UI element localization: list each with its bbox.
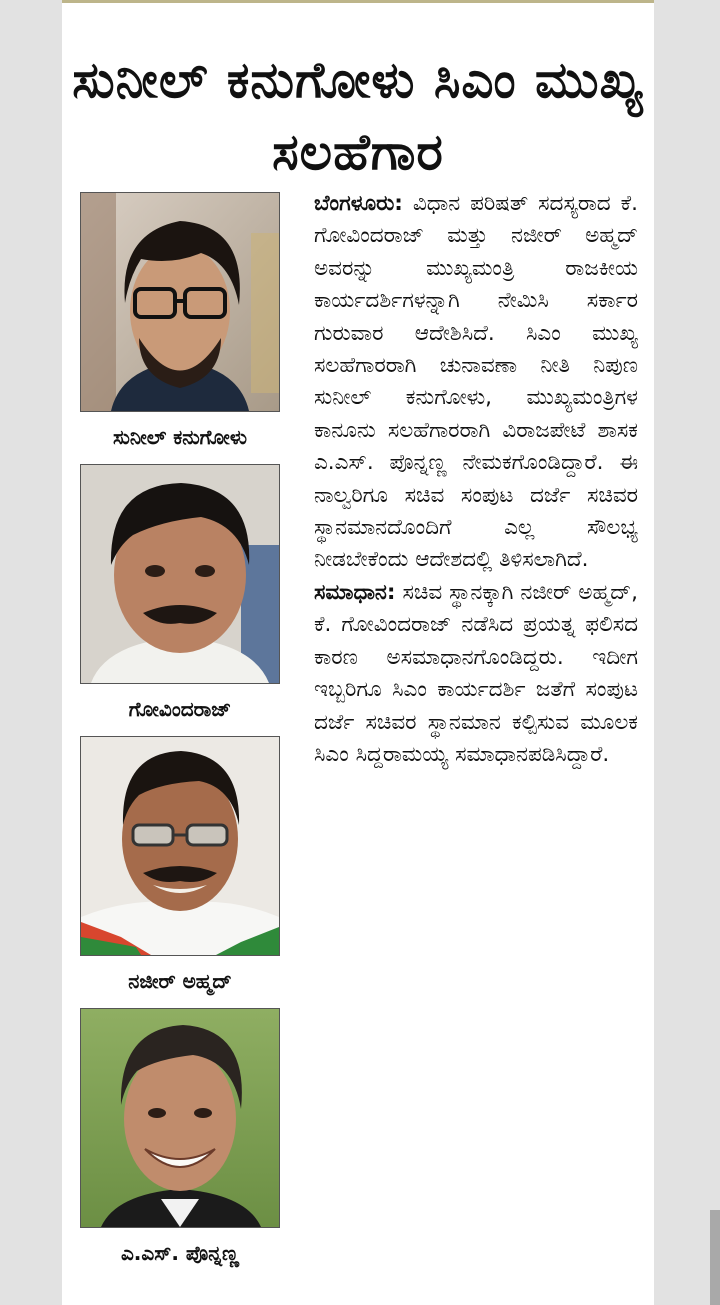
portrait-photo-govindaraj <box>80 464 280 684</box>
portrait-photo-ponnanna <box>80 1008 280 1228</box>
photo-block-sunil <box>80 192 280 464</box>
top-rule <box>62 0 654 3</box>
photo-block-ponnanna <box>80 1008 280 1280</box>
paragraph-2-text: ಸಚಿವ ಸ್ಥಾನಕ್ಕಾಗಿ ನಜೀರ್ ಅಹ್ಮದ್, ಕೆ. ಗೋವಿಂದರಾಜ್ ನಡೆಸಿದ ಪ್ರಯತ್ನ ಫಲಿಸದ ಕಾರಣ ಅಸಮಾಧಾನಗೊಂಡಿದ್ದರು. ಇದೀಗ ಇಬ್ಬರಿಗೂ ಸಿಎಂ ಕಾರ್ಯದರ್ಶಿ ಜತೆಗೆ ಸಂಪುಟ ದರ್ಜೆ ಸಚಿವರ ಸ್ಥಾನಮಾನ ಕಲ್ಪಿಸುವ ಮೂಲಕ ಸಿಎಂ ಸಿದ್ದರಾಮಯ್ಯ ಸಮಾಧಾನಪಡಿಸಿದ್ದಾರೆ. <box>314 579 638 767</box>
article-paragraph-2 <box>314 577 638 771</box>
article-body <box>314 188 638 771</box>
portrait-photo-nazeer <box>80 736 280 956</box>
paragraph-1-text: ವಿಧಾನ ಪರಿಷತ್ ಸದಸ್ಯರಾದ ಕೆ. ಗೋವಿಂದರಾಜ್ ಮತ್ತು ನಜೀರ್ ಅಹ್ಮದ್ ಅವರನ್ನು ಮುಖ್ಯಮಂತ್ರಿ ರಾಜಕೀಯ ಕಾರ್ಯದರ್ಶಿಗಳನ್ನಾಗಿ ನೇಮಿಸಿ ಸರ್ಕಾರ ಗುರುವಾರ ಆದೇಶಿಸಿದೆ. ಸಿಎಂ ಮುಖ್ಯ ಸಲಹೆಗಾರರಾಗಿ ಚುನಾವಣಾ ನೀತಿ ನಿಪುಣ ಸುನೀಲ್ ಕನುಗೋಳು, ಮುಖ್ಯಮಂತ್ರಿಗಳ ಕಾನೂನು ಸಲಹೆಗಾರರಾಗಿ ವಿರಾಜಪೇಟೆ ಶಾಸಕ ಎ.ಎಸ್. ಪೊನ್ನಣ್ಣ ನೇಮಕಗೊಂಡಿದ್ದಾರೆ. ಈ ನಾಲ್ವರಿಗೂ ಸಚಿವ ಸಂಪುಟ ದರ್ಜೆ ಸಚಿವರ ಸ್ಥಾನಮಾನದೊಂದಿಗೆ ಎಲ್ಲ ಸೌಲಭ್ಯ ನೀಡಬೇಕೆಂದು ಆದೇಶದಲ್ಲಿ ತಿಳಿಸಲಾಗಿದೆ. <box>314 191 638 573</box>
portrait-photo-sunil <box>80 192 280 412</box>
photo-block-nazeer <box>80 736 280 1008</box>
dateline: ಬೆಂಗಳೂರು: <box>314 191 403 216</box>
caption-ponnanna: ಎ.ಎಸ್. ಪೊನ್ನಣ್ಣ <box>120 1241 240 1265</box>
photo-block-govindaraj <box>80 464 280 736</box>
caption-govindaraj: ಗೋವಿಂದರಾಜ್ <box>128 697 232 721</box>
subhead-samadhana: ಸಮಾಧಾನ: <box>314 579 396 605</box>
article-paragraph-1 <box>314 188 638 577</box>
caption-sunil: ಸುನೀಲ್ ಕನುಗೋಳು <box>112 425 248 449</box>
scrollbar-thumb[interactable] <box>710 1210 720 1305</box>
headline: ಸುನೀಲ್ ಕನುಗೋಳು ಸಿಎಂ ಮುಖ್ಯ ಸಲಹೆಗಾರ <box>72 51 644 181</box>
caption-nazeer: ನಜೀರ್ ಅಹ್ಮದ್ <box>128 969 232 993</box>
photo-column <box>80 192 280 1280</box>
newspaper-page <box>62 0 654 1305</box>
